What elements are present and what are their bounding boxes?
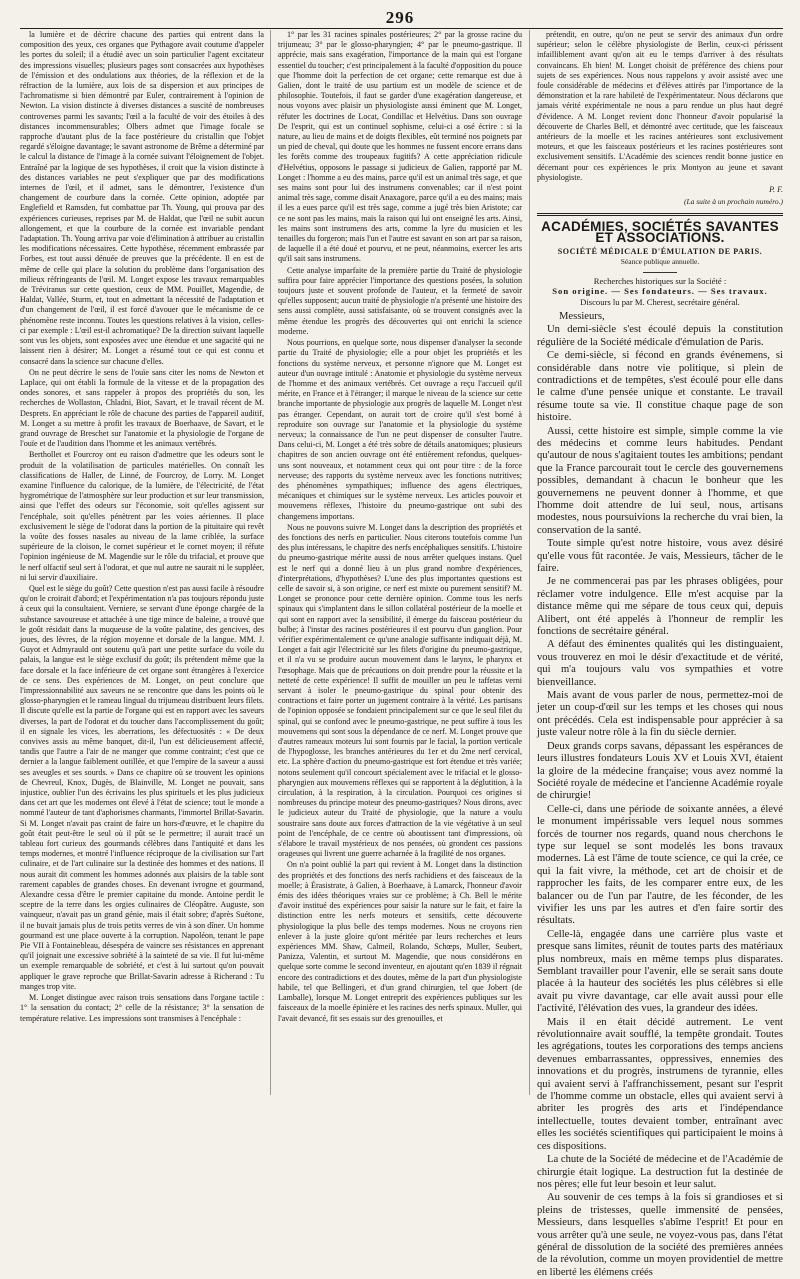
speech-paragraph: Celle-ci, dans une période de soixante années, a élevé le monument impérissable vers lequel nous sommes forcés de tourner nos regards, quand nous cherchons le type sur lequel se sont modelés les bons travaux modernes. Là est l'âme de toute science, ce qui la crée, ce qui la fait vivre, la méthode, cet art de choisir et de rapprocher les faits, de les comparer entre eux, de les balancer ou de l'un par l'autre, de les féconder, de les vivifier les uns par les autres et d'en faire sortir des résultats. (537, 803, 783, 927)
col1-paragraph: Berthollet et Fourcroy ont eu raison d'admettre que les odeurs sont le produit de la volatilisation de particules matérielles. On connaît les classifications de Haller, de Linné, de Fourcroy, de Lorry. M. Longet examine l'influence du calorique, de la lumière, de l'électricité, de l'état hygrométrique de l'atmosphère sur leur production et sur leur transmission, ainsi que l'effet des odeurs sur l'économie, soit qu'elles agissent sur l'encéphale, soit qu'elles pénètrent par les voies aériennes. Il place exclusivement le siège de l'odorat dans la portion de la pituitaire qui revêt la voûte des fosses nasales au niveau de la lame criblée, la surface supérieure de la cloison, le cornet supérieur et le cornet moyen; il réfute l'opinion ingénieuse de M. Magendie sur le rôle du trifacial, et prouve que le nerf olfactif seul sert à l'odorat, et que nul autre ne saurait ni le suppléer, ni lui servir d'auxiliaire. (20, 450, 264, 582)
col1-paragraph: la lumière et de décrire chacune des parties qui entrent dans la composition des yeux, ces organes que Pythagore avait coutume d'appeler les portes du soleil; il a étudié avec un soin particulier l'agent excitateur des impressions visuelles; plusieurs pages sont consacrées aux hypothèses de l'émission et des ondulations aux théories, de la réflexion et de la réfraction de la lumière, aux lois de sa dispersion et aux principes de l'achromatisme si bien démontré par Euler, contrairement à l'opinion de Newton. La vision distincte à diverses distances a suscité de nombreuses controverses parmi les savants; l'œil a la faculté de voir des étoiles à des distances incommensurables; Olbers admet que l'image focale se rapproche d'autant plus de la face postérieure du cristallin que l'objet regardé s'éloigne davantage; le savant astronome de Brême a déterminé par le calcul la distance de l'image à la cornée suivant l'éloignement de l'objet. Entraîné par la logique de ses hypothèses, il croit que la vision distincte à des distances variables ne peut s'expliquer que par des modifications internes de l'œil, et il admet, sans le démontrer, l'existence d'un changement de courbure dans la cornée. Cette opinion, adoptée par Englefield et Ramsden, fut combattue par Th. Young, qui prouva par des expériences curieuses, reprises par M. de Haldat, que l'œil ne subit aucun allongement, et que la courbure de la cornée est invariable pendant l'adaptation. Th. Young arriva par voie d'élimination à attribuer au cristallin les modifications nécessaires. Cette hypothèse, récemment embrassée par Forbes, est tout aussi dénuée de preuves que la précédente. Il en est de même de celle qui place la solution du problème dans l'organisation des milieux réfringeants de l'œil. M. Longet expose les travaux remarquables de Tréviranus sur cette question, ceux de MM. Pouillet, Magendie, de Haldat, Vallée, Sturm, et, tout en admettant la nécessité de l'adaptation et d'un changement de l'œil, il est forcé d'avouer que le mécanisme de ce phénomène reste inconnu. Toutes les questions relatives à la vision, celles-ci par exemple : L'œil est-il achromatique? De la direction suivant laquelle sont vus les objets, sont exposées avec une étendue et une sagacité qui ne laissent rien à désirer; M. Longet a résumé tout ce qui est connu et consacré dans la science sur chacune d'elles. (20, 30, 264, 366)
section-divider (537, 213, 783, 216)
speech-paragraph: Ce demi-siècle, si fécond en grands événemens, si considérable dans notre vie politique, si plein de contradictions et de tempêtes, s'est écoulé pour elle dans le calme d'une pensée unique et constante. Le travail résume toute sa vie. Il constitue chaque page de son histoire. (537, 350, 783, 424)
col2-paragraph: Cette analyse imparfaite de la première partie du Traité de physiologie suffira pour faire apprécier l'importance des questions posées, la solution toujours juste et souvent profonde de l'auteur, et la fermeté de savoir qu'elles supposent; aucun traité de physiologie n'a présenté une histoire des sens aussi complète, aussi satisfaisante, où se trouvent consignés avec la même étendue les progrès des découvertes qui ont enrichi la science moderne. (278, 265, 522, 336)
speech-paragraph: La chute de la Société de médecine et de l'Académie de chirurgie était logique. La destruction fut la destinée de nos pères; elle fut leur besoin et leur salut. (537, 1154, 783, 1190)
column-1 (20, 30, 264, 1095)
column-separator-2 (529, 30, 530, 1095)
col2-paragraph: 1° par les 31 racines spinales postérieures; 2° par la grosse racine du trijumeau; 3° par le glosso-pharyngien; 4° par le pneumo-gastrique. Il apprécie, mais sans exagération, l'importance de la main qui est l'organe essentiel du toucher; c'est principalement à la faculté d'opposition du pouce que l'homme doit la perfection de cet organe; cette remarque est due à Galien, dont le traité de usu partium est un modèle de science et de philosophie. Toutefois, il faut se garder d'une exagération dangereuse, et nous voyons avec plaisir un physiologiste aussi éminent que M. Longet, réfuter les doctrines de Locat, Condillac et Helvétius. Dans son ouvrage De l'esprit, qui est un continuel sophisme, celui-ci a osé écrire : si la nature, au lieu de mains et de doigts flexibles, eût terminé nos poignets par un pied de cheval, qui doute que les hommes ne fussent encore errans dans les forêts comme des troupeaux fugitifs? A cette appréciation ridicule d'Helvétius, opposons le passage si judicieux de Galien, rapporté par M. Longet : l'homme a eu des mains, parce qu'il est un animal très sage, et que ses mains sont pour lui des instrumens convenables; car il n'est point animal très sage, comme disait Anaxagore, parce qu'il a eu des mains; mais il les a eues parce qu'il est très sage, comme a jugé très bien Aristote; car ce ne sont pas les mains, mais la raison qui lui ont enseigné les arts. Ainsi, les mains sont instrumens des arts, comme la lyre du musicien et les tenailles du forgeron; mais l'un et l'autre est savant en son art par sa raison, de laquelle il a été doué et pourvu, et ne peut, néanmoins, exercer les arts qu'il sait sans instrumens. (278, 30, 522, 264)
research-title: Recherches historiques sur la Société : (593, 276, 727, 287)
speech-paragraph: Je ne commencerai pas par les phrases obligées, pour réclamer votre indulgence. Elle m'est acquise par la distance même qui me sépare de tous ceux qui, depuis Alibert, ont été appelés à l'honneur de remplir les fonctions de secrétaire général. (537, 576, 783, 638)
speech-paragraph: Deux grands corps savans, dépassant les espérances de leurs illustres fondateurs Louis XV et Louis XVI, étaient la gloire de la médecine française; vous avez nommé la Société royale de médecine et l'ancienne Académie royale de chirurgie! (537, 740, 783, 802)
speech-attribution: Discours lu par M. Cherest, secrétaire général. (580, 296, 740, 307)
col3-paragraph: prétendit, en outre, qu'on ne peut se servir des animaux d'un ordre supérieur; selon le célèbre physiologiste de Berlin, ceux-ci périssent infailliblement avant qu'on ait eu le temps d'arriver à des résultats convaincans. Eh bien! M. Longet choisit de préférence des chiens pour sujets de ses expériences. Nous nous rappelons y avoir assisté avec une foule considérable de médecins et d'élèves attirés par l'importance de la démonstration et la rare habileté de l'expérimentateur. Nous déclarons que jamais vérité expérimentale ne nous a paru rendue un plus haut degré d'évidence. A M. Longet revient donc l'honneur d'avoir popularisé la découverte de Charles Bell, et démontré avec certitude, que les faisceaux antérieurs de la moelle et les racines antérieures sont exclusivement moteurs, et que les faisceaux postérieurs et les racines postérieures sont exclusivement sensitifs. L'Académie des sciences rendit bonne justice en décernant pour ces expériences le prix Montyon au jeune et savant physiologiste. (537, 30, 783, 182)
col1-paragraph: Quel est le siège du goût? Cette question n'est pas aussi facile à résoudre qu'on le croirait d'abord; et l'expérimentation n'a pas toujours répondu juste à ceux qui la consultaient. Verniere, se servant d'une éponge chargée de la substance savoureuse et attachée à une tige mince de baleine, a trouvé que le goût résidait dans la muqueuse de la voûte palatine, des gencives, des joues, des lèvres, de la région moyenne et dorsale de la langue. MM. J. Guyot et Admyrauld ont soutenu qu'à part une petite surface du voile du palais, la langue est le siège exclusif du goût; ils prétendent même que la face dorsale et la face inférieure de cet organe sont étrangères à l'exercice de ce sens. Des expériences de M. Longet, on peut conclure que l'impressionnabilité aux saveurs ne se rencontre que dans les points où le glosso-pharyngien et le rameau lingual du trijumeau distribuent leurs filets. Il discute qu'elle est la partie de l'organe qui est en rapport avec les saveurs diverses, la part de l'odorat et du toucher dans l'accomplissement du goût; il en signale les vices, les aberrations, les défectuosités : « De deux convives assis au même banquet, dit-il, l'un est délicieusement affecté, tandis que l'autre a l'air de ne manger que comme contraint; c'est que ce dernier a la langue faiblement outillée, et que l'empire de la saveur a aussi ses aveugles et ses sourds. » Dans ce chapitre où se trouvent les opinions de Chevreul, Knox, Dugès, de Blainville, M. Longet ne pouvait, sans injustice, oublier l'un des écrivains les plus spirituels et les plus judicieux dans cet art que les modernes ont élevé à l'état de science; tout le monde a nommé l'auteur de tant d'aphorismes charmants, l'immortel Brillat-Savarin. Si M. Longet n'avait pas craint de faire un hors-d'œuvre, et le chapitre du goût était peut-être le seul où il pût se le permettre; il aurait tracé un tableau fort curieux des gourmands célèbres dans l'antiquité et dans les temps modernes, et montré l'influence réciproque de la civilisation sur l'art culinaire, et de l'art culinaire sur la destinée des hommes et des nations. Il nous aurait dit comment les hommes adonnés aux plaisirs de la table sont rarement capables de grandes choses. En devenant ivrogne et gourmand, Alexandre cessa d'être le premier capitaine du monde. Antoine perdit le sceptre de la terre dans les orgies culinaires de Cléopâtre. Auguste, son vainqueur, n'avait pas un grand génie, mais il était sobre; d'après Suétone, il ne buvait jamais plus de trois petits verres de vin à son dîner. Un homme gourmand est une place ouverte à la corruption. Napoléon, tenant le pape Pie VII à Fontainebleau, désespéra de vaincre ses résistances en apprenant qu'il joignait une excessive sobriété à la sainteté de sa vie. Il fut lui-même un exemple remarquable de sobriété, et c'est à lui surtout qu'on pouvait appliquer le grave reproche que Brillat-Savarin adresse à Richerand : Tu manges trop vite. (20, 583, 264, 991)
society-name: SOCIÉTÉ MÉDICALE D'ÉMULATION DE PARIS. (557, 246, 763, 256)
speech-body (537, 311, 783, 1279)
speech-paragraph: Celle-là, engagée dans une carrière plus vaste et presque sans limites, réunit de toutes parts des matériaux plus nombreux, mais en même temps plus disparates. Semblant travailler pour l'avenir, elle se serait sans doute placée à la hauteur des sociétés les plus célèbres si elle avait pu vivre davantage, car elle avait aussi pour elle l'activité, l'élévation des vues, la grandeur des idées. (537, 928, 783, 1015)
signature: P. F. (769, 185, 783, 195)
col2-paragraph: On n'a point oublié la part qui revient à M. Longet dans la distinction des propriétés et des fonctions des nerfs rachidiens et des faisceaux de la moelle; à Érasistrate, à Galien, à Boerhaave, à Lamarck, l'honneur d'avoir émis des idées théoriques vraies sur ce problème; à Ch. Bell le mérite d'avoir institué des expériences pour saisir la nature sur le fait, et faire la distinction entre les nerfs moteurs et sensitifs, cette découverte physiologique la plus belle des temps modernes. Nous ne croyons rien enlever à la juste gloire qu'ont méritée par leurs recherches et leurs expériences MM. Shaw, Calmeil, Rolando, Schœps, Muller, Seubert, Panizza, Valentin, et surtout M. Magendie, que nous considérons en quelque sorte comme le second inventeur, en ajoutant qu'en 1839 il régnait encore des contradictions et des doutes, même de la part d'un physiologiste habile, tel que Bellingeri, et d'un grand chirurgien, tel que Jobert (de Lamballe), lorsque M. Longet entreprit des expériences publiques sur les faisceaux de la moelle épinière et les racines des nerfs spinaux. Muller, qui l'avait devancé, fit ses essais sur des grenouilles, et (278, 860, 522, 1023)
speech-paragraph: Mais avant de vous parler de nous, permettez-moi de jeter un coup-d'œil sur les temps et les choses qui nous ont précédés. Cela est indispensable pour apprécier à sa juste valeur notre rôle à la fin du siècle dernier. (537, 690, 783, 739)
col1-paragraph: On ne peut décrire le sens de l'ouïe sans citer les noms de Newton et Laplace, qui ont établi la formule de la vitesse et de la propagation des ondes sonores, et sans rappeler à propos des propriétés du son, les recherches de Wollaston, Chladni, Biot, Savart, et le travail récent de M. Desprets. En appréciant le rôle de chacune des parties de l'appareil auditif, M. Longet a su mettre à profit les travaux de Boerhaave, de Savart, et le grand ouvrage de Breschet sur l'anatomie et la physiologie de l'organe de l'ouïe et de l'audition dans l'homme et les animaux vertébrés. (20, 367, 264, 449)
col2-paragraph: Nous pourrions, en quelque sorte, nous dispenser d'analyser la seconde partie du Traité de physiologie; elle a pour objet les propriétés et les fonctions du système nerveux, et personne n'ignore que M. Longet est auteur d'un ouvrage intitulé : Anatomie et physiologie du système nerveux de l'homme et des animaux vertébrés. Cet ouvrage a reçu l'accueil qu'il mérite, en France et à l'étranger; il marque le niveau de la science sur cette branche importante de physiologie aux progrès de laquelle M. Longet n'est pas étranger. Cependant, on aurait tort de croire qu'il s'est borné à reproduire son ouvrage sur l'anatomie et la physiologie du système nerveux; la connaissance de l'un ne peut dispenser de consulter l'autre. Dans celui-ci, M. Longet a été très sobre de détails anatomiques; plusieurs chapitres de son ancien ouvrage ont été entièrement refondus, quelques-uns sont nouveaux, et notamment ceux qui ont pour titre : de la force nerveuse; des rapports du système nerveux avec les fonctions nutritives; des phénomènes sympathiques; influence des agens électriques, mécaniques et chimiques sur le système nerveux. Les articles pouvoir et mouvemens réflexes, l'histoire du pneumo-gastrique ont subi des changemens importans. (278, 338, 522, 521)
salutation: Messieurs, (559, 310, 605, 322)
speech-paragraph: Mais il en était décidé autrement. Le vent révolutionnaire avait soufflé, la tempête grondait. Toutes les agrégations, toutes les corporations des temps anciens devenues embarrassantes, oppressives, ennemies des innovations et du progrès, instrumens de tyrannie, elles qui avaient servi à l'affranchissement, pesant sur l'esprit de l'homme comme un obstacle, elles qui avaient servi à abriter les progrès des arts et l'indépendance intellectuelle, toutes devaient tomber, entraînant avec elles les sociétés scientifiques qui participaient le moins à ces dispositions. (537, 1016, 783, 1152)
page-number: 296 (385, 8, 415, 27)
column-2 (278, 30, 522, 1095)
col1-paragraph: M. Longet distingue avec raison trois sensations dans l'organe tactile : 1° la sensation du contact; 2° celle de la résistance; 3° la sensation de température relative. Les impressions sont transmises à l'encéphale : (20, 993, 264, 1023)
speech-paragraph: A défaut des éminentes qualités qui les distinguaient, vous trouverez en moi le désir d'exactitude et de vérité, qui m'a toujours valu vos sympathies et votre bienveillance. (537, 639, 783, 688)
speech-paragraph: Au souvenir de ces temps à la fois si grandioses et si pleins de tristesses, quelle immensité de pensées, Messieurs, dans lesquelles s'abîme l'esprit! Et pour en vous arrêter qu'à une seule, ne voyez-vous pas, dans l'état général de dissolution de la société des premières années de la révolution, comme un moyen providentiel de mettre en liberté les élémens créés (537, 1192, 783, 1278)
column-3 (537, 30, 783, 1278)
short-rule (643, 272, 677, 273)
speech-paragraph: Aussi, cette histoire est simple, simple comme la vie des médecins et comme leurs habitudes. Pendant qu'autour de nous s'agitaient toutes les ambitions; pendant que la France parcourait tout le cercle des gouvernemens possibles, demandant à chacun le bonheur que les gouvernemens ne peuvent donner à l'homme, et que l'homme doit attendre de lui seul, nous, artisans modestes, nous poursuivions la recherche du vrai bien, la conservation de la santé. (537, 425, 783, 536)
section-title: ACADÉMIES, SOCIÉTÉS SAVANTES ET ASSOCIATIONS. (541, 219, 779, 245)
speech-paragraph: Toute simple qu'est notre histoire, vous avez désiré qu'elle vous fût racontée. Je vais, Messieurs, tâcher de le faire. (537, 538, 783, 574)
speech-paragraph: Un demi-siècle s'est écoulé depuis la constitution régulière de la Société médicale d'émulation de Paris. (537, 324, 783, 348)
to-be-continued: (La suite à un prochain numéro.) (683, 197, 783, 207)
research-subtitle: Son origine. — Ses fondateurs. — Ses travaux. (552, 286, 768, 297)
column-separator-1 (270, 30, 271, 1095)
header-rule (20, 28, 783, 29)
col2-paragraph: Nous ne pouvons suivre M. Longet dans la description des propriétés et des fonctions des nerfs en particulier. Nous citerons toutefois comme l'un des plus intéressans, le chapitre des nerfs encéphaliques sensitifs. L'histoire du pneumo-gastrique mérite aussi de nous arrêter quelques instans. Quel est le nerf qui a donné lieu à un plus grand nombre d'expériences, d'interprétations, d'hypothèses? L'une des plus importantes questions est celle de savoir si, à son origine, ce nerf est mixte ou purement sensitif? M. Longet se prononce pour cette dernière opinion. Comme tous les nerfs spinaux qui s'implantent dans le sillon collatéral postérieur de la moelle et qui sont en rapport avec la sensibilité, il émerge du faisceau postérieur du bulbe; à l'instar des racines postérieures il est pourvu d'un ganglion. Pour vérifier expérimentalement ce qu'une analogie suffisante indiquait déjà, M. Longet a fait agir l'électricité sur les filets d'origine du pneumo-gastrique, et il n'a vu se produire aucun mouvement dans le larynx, le pharynx et l'œsophage. Mais que de précautions on doit prendre pour la réussite et la netteté de cette expérience! Il suffit de mouiller un peu le taffetas verni servant à isoler le pneumo-gastrique du spinal pour obtenir des contractions et faire porter un jugement contraire à la vérité. Les partisans de l'opinion opposée se fondaient principalement sur ce que le seul filet du spinal, qui se confond avec le pneumo-gastrique, ne peut suffire à tous les mouvemens qui sont sous la dépendance de ce nerf. M. Longet prouve que d'autres rameaux moteurs lui sont fournis par le facial, la portion verticale de l'hypoglosse, les branches antérieures du 1er et du 2me nerf cervical, etc. La sphère d'action du pneumo-gastrique est fort étendue et très variée; notons seulement qu'il concourt spécialement avec le trifacial et le glosso-pharyngien aux mouvemens réflexes qui se rapportent à la déglutition, à la circulation, à la respiration, à la circulation. Pourquoi ces origines si nombreuses du principe moteur des pneumo-gastriques? Nous dirons, avec le judicieux auteur du Traité de physiologie, que la nature a voulu soustraire sans doute aux forces d'attraction de la vie végétative à un seul point de l'encéphale, de ce centre où aboutissent tant d'impressions, où s'élabore le travail mystérieux de nos pensées, où grondent ces passions orageuses qui livrent une guerre acharnée à la fragilité de nos organes. (278, 522, 522, 859)
meeting-type: Séance publique annuelle. (620, 257, 700, 267)
